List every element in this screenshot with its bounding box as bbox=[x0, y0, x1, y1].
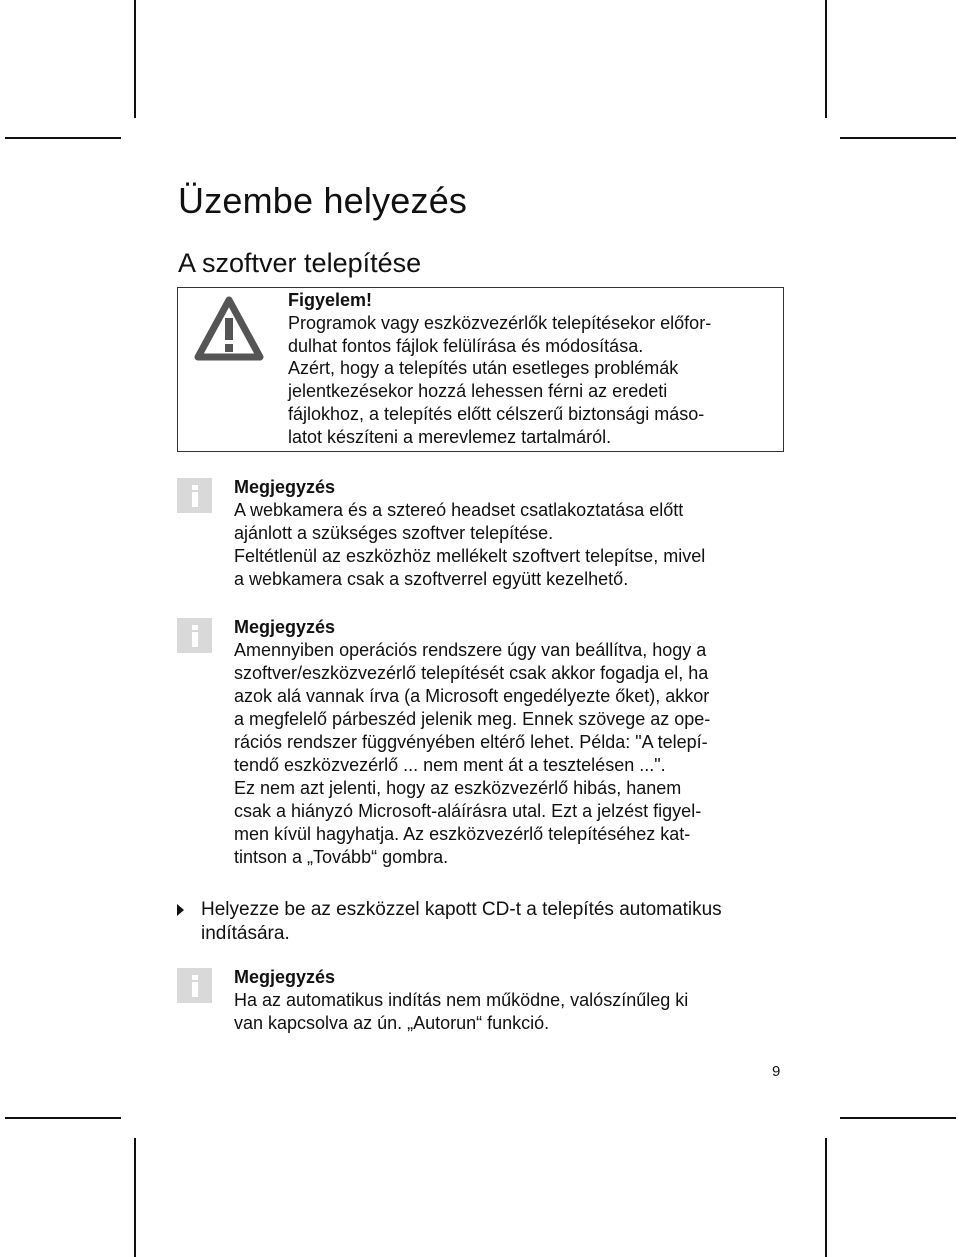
note-line: tendő eszközvezérlő ... nem ment át a tesztelésen ...". bbox=[234, 755, 666, 775]
step-line: Helyezze be az eszközzel kapott CD-t a telepítés automatikus bbox=[201, 899, 722, 920]
warning-line: Azért, hogy a telepítés után esetleges problémák bbox=[288, 358, 679, 379]
warning-triangle-icon bbox=[194, 296, 264, 362]
note-line: ajánlott a szükséges szoftver telepítése. bbox=[234, 523, 554, 543]
note-line: Ha az automatikus indítás nem működne, valószínűleg ki bbox=[234, 990, 689, 1010]
warning-line: fájlokhoz, a telepítés előtt célszerű biztonsági máso- bbox=[288, 403, 705, 424]
info-icon bbox=[177, 478, 212, 513]
crop-mark bbox=[134, 0, 136, 118]
section-title: A szoftver telepítése bbox=[178, 248, 422, 278]
note-title: Megjegyzés bbox=[234, 967, 336, 987]
note-line: men kívül hagyhatja. Az eszközvezérlő telepítéséhez kat- bbox=[234, 824, 691, 844]
page-number: 9 bbox=[772, 1063, 781, 1080]
warning-line: latot készíteni a merevlemez tartalmáról. bbox=[288, 426, 612, 447]
step-text bbox=[201, 898, 801, 946]
note-line: Feltétlenül az eszközhöz mellékelt szoftvert telepítse, mivel bbox=[234, 546, 706, 566]
note-line: Amennyiben operációs rendszere úgy van beállítva, hogy a bbox=[234, 640, 707, 660]
note-text bbox=[234, 966, 794, 1035]
note-line: van kapcsolva az ún. „Autorun“ funkció. bbox=[234, 1013, 550, 1033]
step-line: indítására. bbox=[201, 923, 290, 944]
warning-title: Figyelem! bbox=[288, 290, 373, 310]
note-line: tintson a „Tovább“ gombra. bbox=[234, 847, 449, 867]
note-line: rációs rendszer függvényében eltérő lehet. Példa: "A telepí- bbox=[234, 732, 708, 752]
warning-line: jelentkezésekor hozzá lehessen férni az eredeti bbox=[288, 381, 668, 402]
warning-box bbox=[177, 287, 784, 452]
crop-mark bbox=[825, 0, 827, 118]
note-text bbox=[234, 476, 794, 591]
note-line: azok alá vannak írva (a Microsoft engedélyezte őket), akkor bbox=[234, 686, 710, 706]
warning-line: dulhat fontos fájlok felülírása és módosítása. bbox=[288, 335, 644, 356]
note-title: Megjegyzés bbox=[234, 617, 336, 637]
page-title: Üzembe helyezés bbox=[178, 180, 468, 221]
note-text bbox=[234, 616, 794, 869]
info-icon bbox=[177, 618, 212, 653]
triangle-bullet-icon bbox=[177, 904, 184, 916]
info-icon bbox=[177, 968, 212, 1003]
crop-mark bbox=[840, 137, 956, 139]
crop-mark bbox=[5, 1117, 121, 1119]
crop-mark bbox=[825, 1138, 827, 1257]
note-line: Ez nem azt jelenti, hogy az eszközvezérlő hibás, hanem bbox=[234, 778, 682, 798]
note-title: Megjegyzés bbox=[234, 477, 336, 497]
note-line: csak a hiányzó Microsoft-aláírásra utal. Ezt a jelzést figyel- bbox=[234, 801, 702, 821]
crop-mark bbox=[134, 1138, 136, 1257]
note-line: szoftver/eszközvezérlő telepítését csak akkor fogadja el, ha bbox=[234, 663, 709, 683]
crop-mark bbox=[5, 137, 121, 139]
note-line: a megfelelő párbeszéd jelenik meg. Ennek szövege az ope- bbox=[234, 709, 711, 729]
note-line: a webkamera csak a szoftverrel együtt kezelhető. bbox=[234, 569, 629, 589]
warning-line: Programok vagy eszközvezérlők telepítésekor előfor- bbox=[288, 312, 712, 333]
note-line: A webkamera és a sztereó headset csatlakoztatása előtt bbox=[234, 500, 684, 520]
crop-mark bbox=[840, 1117, 956, 1119]
warning-text bbox=[288, 289, 778, 449]
